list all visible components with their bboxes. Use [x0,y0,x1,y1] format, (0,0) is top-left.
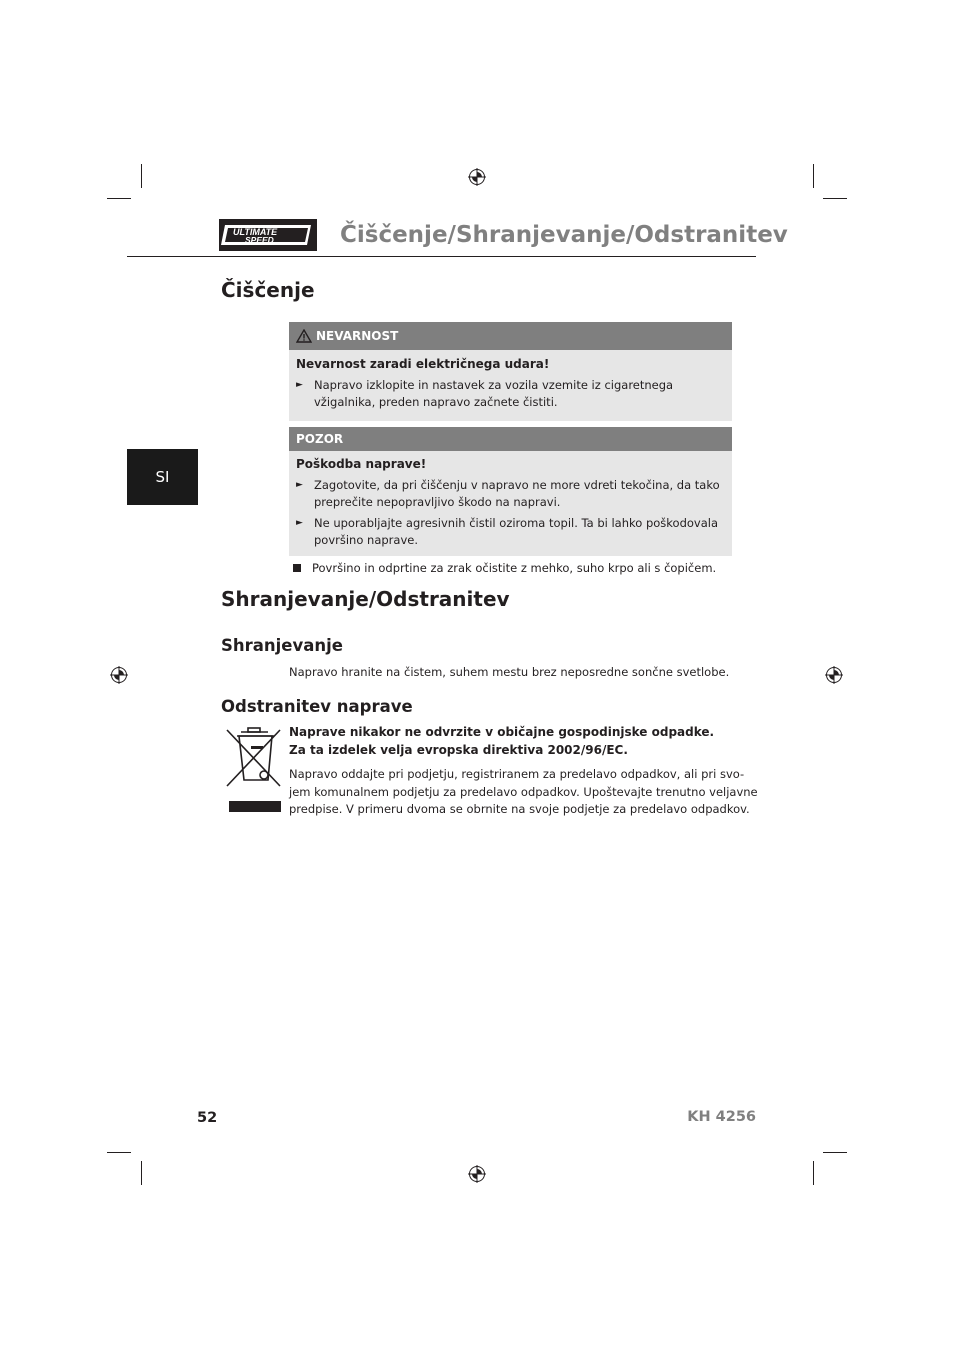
danger-label: NEVARNOST [316,329,399,343]
warning-triangle-icon [296,329,312,343]
list-item: Površino in odprtine za zrak očistite z mehko, suho krpo ali s čopičem. [293,560,716,577]
header-divider [127,256,756,257]
cleaning-heading: Čiščenje [221,278,315,302]
caution-title: Poškodba naprave! [296,457,427,471]
crop-mark [141,164,142,188]
storage-disposal-heading: Shranjevanje/Odstranitev [221,587,510,611]
caution-label: POZOR [296,432,344,446]
danger-title: Nevarnost zaradi električnega udara! [296,357,550,371]
caution-box [289,427,732,556]
crop-mark [141,1161,142,1185]
disposal-text-line: Napravo oddajte pri podjetju, registriranem za predelavo odpadkov, ali pri svo- [289,767,745,781]
registration-mark-icon [468,1165,486,1183]
crop-mark [823,198,847,199]
list-item: ► Zagotovite, da pri čiščenju v napravo ne more vdreti tekočina, da tako preprečite nepopravljivo škodo na napravi. [296,478,720,509]
triangle-right-icon: ► [296,380,303,390]
storage-heading: Shranjevanje [221,636,343,655]
disposal-text-line: predpise. V primeru dvoma se obrnite na svoje podjetje za predelavo odpadkov. [289,802,750,816]
list-item: ► Napravo izklopite in nastavek za vozila vzemite iz cigaretnega vžigalnika, preden napravo začnete čistiti. [296,378,674,409]
crop-mark [107,1152,131,1153]
triangle-right-icon: ► [296,480,303,490]
crop-mark [107,198,131,199]
storage-text: Napravo hranite na čistem, suhem mestu brez neposredne sončne svetlobe. [289,665,730,679]
list-item: ► Ne uporabljajte agresivnih čistil oziroma topil. Ta bi lahko poškodovala površino naprave. [296,516,719,547]
disposal-warning-line: Naprave nikakor ne odvrzite v običajne gospodinjske odpadke. [289,725,715,739]
caution-box-header [289,427,732,451]
svg-text:ULTIMATE: ULTIMATE [233,227,278,237]
disposal-heading: Odstranitev naprave [221,697,413,716]
brand-logo [219,219,317,251]
square-icon [293,564,301,572]
language-tab: SI [127,449,198,505]
crop-mark [813,164,814,188]
danger-box-header [289,322,732,350]
page-number: 52 [197,1110,218,1126]
page-title: Čiščenje/Shranjevanje/Odstranitev [340,222,788,248]
model-number: KH 4256 [687,1109,756,1125]
triangle-right-icon: ► [296,518,303,528]
danger-box [289,322,732,421]
disposal-text-line: jem komunalnem podjetju za predelavo odpadkov. Upoštevajte trenutno veljavne [289,785,758,799]
crop-mark [823,1152,847,1153]
registration-mark-icon [468,168,486,186]
svg-text:SPEED: SPEED [245,235,274,245]
disposal-warning-line: Za ta izdelek velja evropska direktiva 2002/96/EC. [289,743,628,757]
crossed-out-wheelie-bin-icon [222,724,284,814]
registration-mark-icon [825,666,843,684]
crop-mark [813,1161,814,1185]
registration-mark-icon [110,666,128,684]
